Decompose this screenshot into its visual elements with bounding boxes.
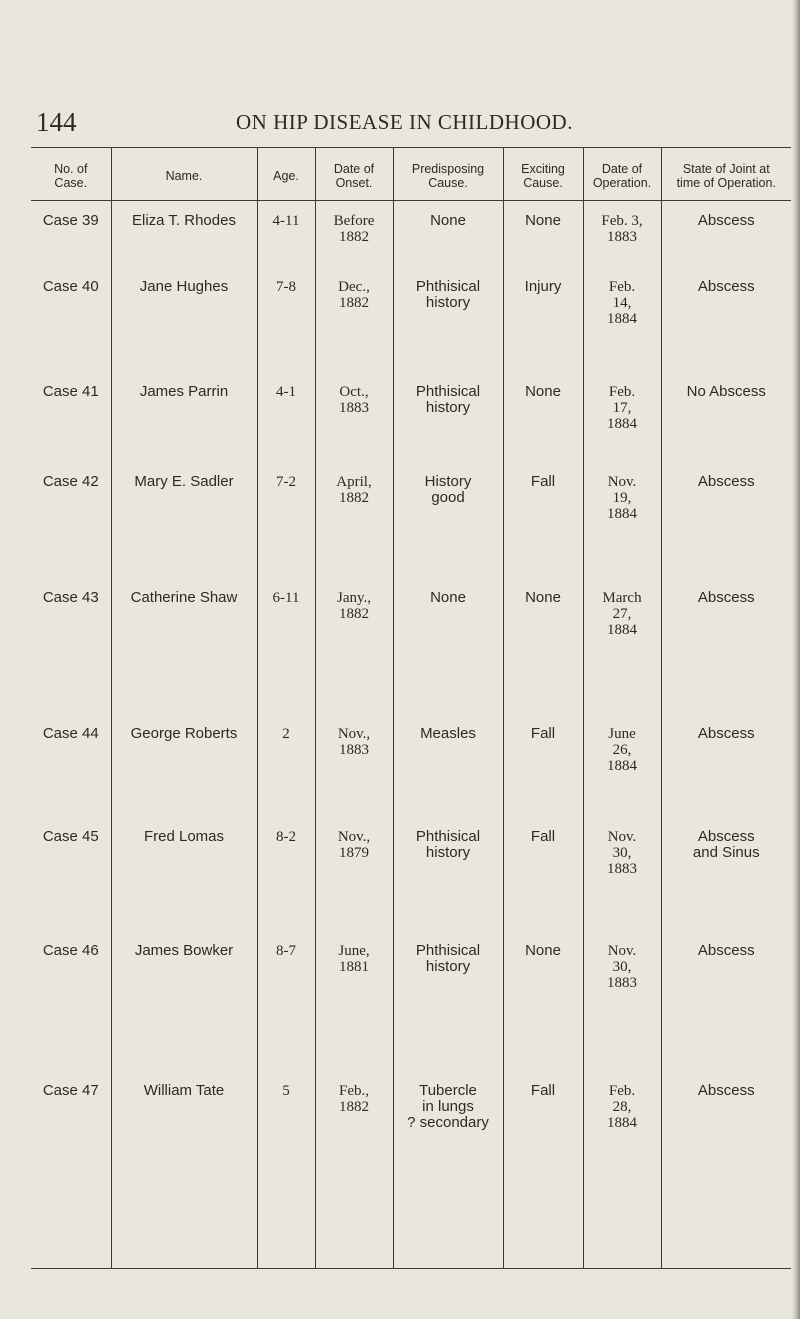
case-number-cell: Case 43 [42,588,99,606]
exciting-cell: Fall [503,817,583,931]
onset-cell: Nov., 1879 [315,817,393,931]
predisposing-cell: History good [393,462,503,578]
patient-name-cell: William Tate [111,1071,257,1269]
case-number-cell: Case 45 [42,827,99,845]
header-case-number: No. of Case. [31,148,111,201]
exciting-cell: None [503,372,583,462]
header-predisposing-cause: Predisposing Cause. [393,148,503,201]
table-row [31,714,791,817]
onset-cell: Dec., 1882 [315,267,393,372]
onset-cell: Before 1882 [315,201,393,267]
exciting-cell: Injury [503,267,583,372]
joint-state-cell: Abscess and Sinus [661,817,791,931]
patient-name-cell: Mary E. Sadler [111,462,257,578]
joint-state-cell: No Abscess [661,372,791,462]
predisposing-cell: Phthisical history [393,267,503,372]
predisposing-cell: Phthisical history [393,931,503,1071]
age-cell: 8-2 [257,817,315,931]
running-head [36,104,796,140]
operation-date-cell: Nov. 19, 1884 [583,462,661,578]
operation-date-cell: Feb. 17, 1884 [583,372,661,462]
table-row [31,1071,791,1269]
joint-state-cell: Abscess [661,267,791,372]
header-date-of-operation: Date of Operation. [583,148,661,201]
table-row [31,267,791,372]
exciting-cell: Fall [503,1071,583,1269]
exciting-cell: None [503,578,583,714]
predisposing-cell: Tubercle in lungs ? secondary [393,1071,503,1269]
age-cell: 2 [257,714,315,817]
age-cell: 7-8 [257,267,315,372]
patient-name-cell: Eliza T. Rhodes [111,201,257,267]
exciting-cell: Fall [503,462,583,578]
exciting-cell: None [503,931,583,1071]
joint-state-cell: Abscess [661,714,791,817]
header-name: Name. [111,148,257,201]
header-date-of-onset: Date of Onset. [315,148,393,201]
case-table [31,147,791,1269]
operation-date-cell: June 26, 1884 [583,714,661,817]
patient-name-cell: Fred Lomas [111,817,257,931]
age-cell: 4-1 [257,372,315,462]
page-title: ON HIP DISEASE IN CHILDHOOD. [236,110,573,134]
joint-state-cell: Abscess [661,578,791,714]
operation-date-cell: Feb. 28, 1884 [583,1071,661,1269]
joint-state-cell: Abscess [661,931,791,1071]
patient-name-cell: James Bowker [111,931,257,1071]
table-row [31,931,791,1071]
age-cell: 4-11 [257,201,315,267]
patient-name-cell: Jane Hughes [111,267,257,372]
onset-cell: April, 1882 [315,462,393,578]
onset-cell: June, 1881 [315,931,393,1071]
case-number-cell: Case 42 [42,472,99,490]
header-exciting-cause: Exciting Cause. [503,148,583,201]
case-number-cell: Case 47 [31,1071,111,1269]
onset-cell: Nov., 1883 [315,714,393,817]
table-row [31,578,791,714]
onset-cell: Jany., 1882 [315,578,393,714]
age-cell: 5 [257,1071,315,1269]
exciting-cell: None [503,201,583,267]
patient-name-cell: James Parrin [111,372,257,462]
joint-state-cell: Abscess [661,201,791,267]
case-number-cell: Case 46 [42,941,99,959]
case-number-cell: Case 39 [42,212,99,229]
page-number: 144 [36,107,77,137]
age-cell: 7-2 [257,462,315,578]
predisposing-cell: None [393,578,503,714]
case-number-cell: Case 40 [42,277,99,295]
age-cell: 8-7 [257,931,315,1071]
case-number-cell: Case 41 [42,382,99,400]
table-row [31,201,791,267]
operation-date-cell: Feb. 3, 1883 [583,201,661,267]
table-row [31,372,791,462]
joint-state-cell: Abscess [661,1071,791,1269]
table-row [31,817,791,931]
exciting-cell: Fall [503,714,583,817]
header-age: Age. [257,148,315,201]
patient-name-cell: George Roberts [111,714,257,817]
table-header-row [31,148,791,201]
operation-date-cell: March 27, 1884 [583,578,661,714]
predisposing-cell: Measles [393,714,503,817]
table-row [31,462,791,578]
predisposing-cell: None [393,201,503,267]
operation-date-cell: Nov. 30, 1883 [583,931,661,1071]
operation-date-cell: Nov. 30, 1883 [583,817,661,931]
case-number-cell: Case 44 [42,724,99,742]
patient-name-cell: Catherine Shaw [111,578,257,714]
page-edge-shadow [792,0,800,1319]
joint-state-cell: Abscess [661,462,791,578]
operation-date-cell: Feb. 14, 1884 [583,267,661,372]
age-cell: 6-11 [257,578,315,714]
onset-cell: Feb., 1882 [315,1071,393,1269]
header-state-of-joint: State of Joint at time of Operation. [661,148,791,201]
predisposing-cell: Phthisical history [393,817,503,931]
onset-cell: Oct., 1883 [315,372,393,462]
predisposing-cell: Phthisical history [393,372,503,462]
